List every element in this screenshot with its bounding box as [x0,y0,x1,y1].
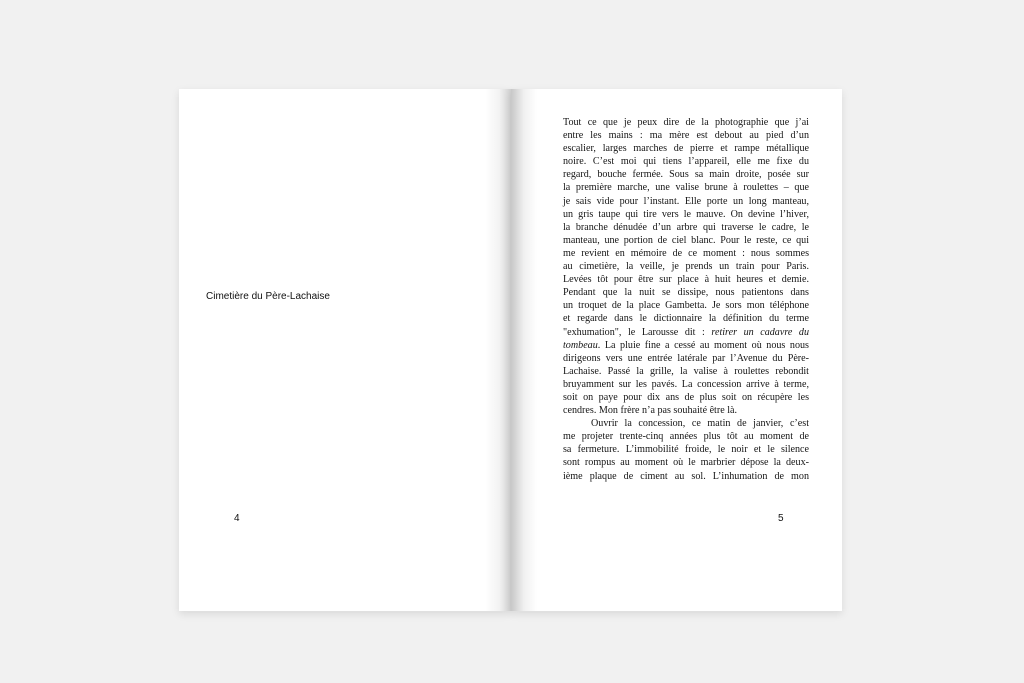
right-page [511,89,842,611]
text-line: Lachaise. Passé la grille, la valise à roulettes rebondit [563,365,809,377]
text-line: Ouvrir la concession, ce matin de janvier, c’est [591,418,809,430]
text-line: dirigeons vers une entrée latérale par l’Avenue du Père- [563,352,809,364]
text-line: un troquet de la place Gambetta. Je sors mon téléphone [563,300,809,312]
text-line: tombeau. La pluie fine a cessé au moment où nous nous [563,339,809,351]
text-line: cendres. Mon frère n’a pas souhaité être là. [563,405,738,417]
body-text [563,116,809,483]
text-line: Levées tôt pour être sur place à huit heures et demie. [563,274,809,286]
chapter-title: Cimetière du Père-Lachaise [206,291,330,302]
text-line: ième plaque de ciment au sol. L’inhumation de mon [563,470,809,482]
text-line: je sais vide pour l’instant. Elle porte un long manteau, [563,195,809,207]
text-line: un gris taupe qui tire vers le mauve. On devine l’hiver, [563,208,809,220]
text-line: la branche dénudée d’un arbre qui traverse le cadre, le [563,221,809,233]
text-line: bruyamment sur les pavés. La concession arrive à terme, [563,378,809,390]
text-line: escalier, larges marches de pierre et rampe métallique [563,143,809,155]
text-line: et regarde dans le dictionnaire la définition du terme [563,313,809,325]
text-line: la première marche, une valise brune à roulettes – que [563,182,809,194]
text-line: Tout ce que je peux dire de la photographie que j’ai [563,117,809,128]
page-number-right: 5 [778,513,784,524]
text-line: regard, bouche fermée. Sous sa main droite, posée sur [563,169,809,181]
text-line: soit on paye pour dix ans de plus soit on récupère les [563,391,809,403]
text-line: me revient en mémoire de ce moment : nous sommes [563,247,809,259]
text-line: sont rompus au moment où le marbrier dépose la deux- [563,457,809,469]
text-line: "exhumation", le Larousse dit : retirer un cadavre du [563,326,810,338]
text-line: sa fermeture. L’immobilité froide, le noir et le silence [563,444,809,456]
text-line: me projeter trente-cinq années plus tôt au moment de [563,431,809,443]
text-line: au cimetière, la veille, je prends un train pour Paris. [563,261,809,273]
text-line: noire. C’est moi qui tiens l’appareil, elle me fixe du [563,156,809,168]
open-book-spread [179,89,842,611]
page-number-left: 4 [234,513,240,524]
text-line: Pendant que la nuit se dissipe, nous patientons dans [563,287,809,299]
left-page [179,89,511,611]
text-line: manteau, une portion de ciel blanc. Pour le reste, ce qui [563,234,809,246]
text-line: entre les mains : ma mère est debout au pied d’un [563,130,809,142]
